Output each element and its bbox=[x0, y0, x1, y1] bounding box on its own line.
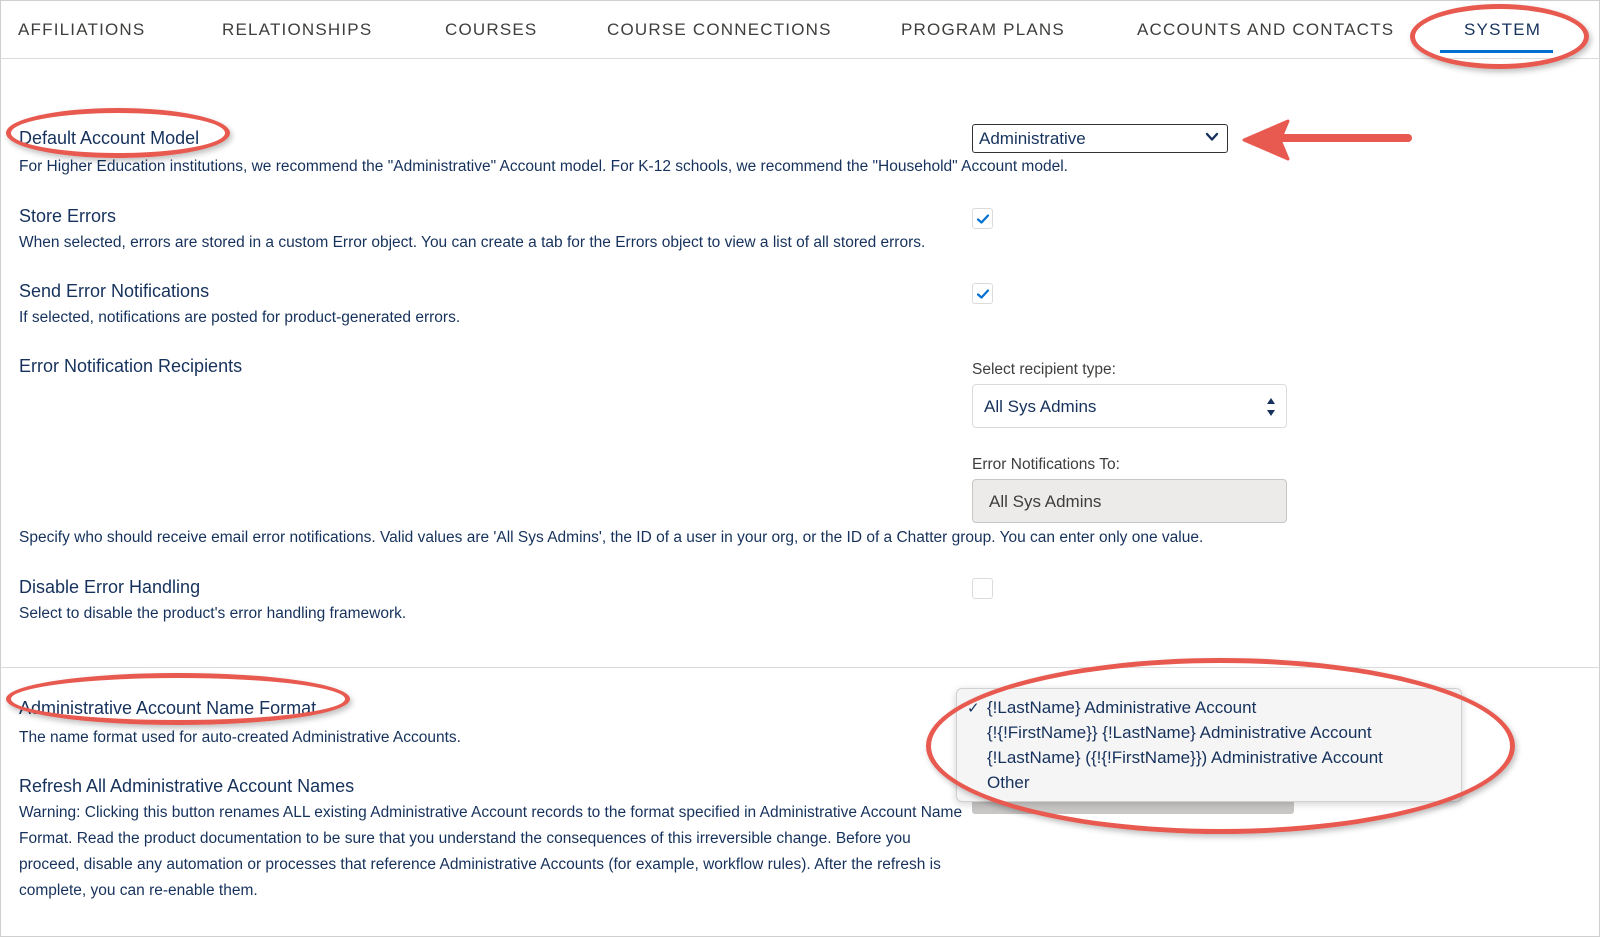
tab-system[interactable]: SYSTEM bbox=[1464, 20, 1542, 39]
send-error-notifications-checkbox[interactable] bbox=[972, 283, 993, 304]
notifications-to-value: All Sys Admins bbox=[989, 492, 1102, 511]
checkmark-icon: ✓ bbox=[967, 700, 980, 717]
active-tab-indicator bbox=[1440, 50, 1553, 53]
default-account-model-value: Administrative bbox=[979, 129, 1086, 148]
default-account-model-label: Default Account Model bbox=[19, 128, 200, 148]
store-errors-checkbox[interactable] bbox=[972, 208, 993, 229]
disable-error-handling-help: Select to disable the product's error handling framework. bbox=[19, 605, 407, 622]
default-account-model-select[interactable] bbox=[972, 124, 1228, 153]
refresh-admin-names-label: Refresh All Administrative Account Names bbox=[19, 776, 355, 796]
section-divider bbox=[0, 667, 1600, 668]
error-notification-recipients-label: Error Notification Recipients bbox=[19, 356, 243, 376]
store-errors-label: Store Errors bbox=[19, 206, 117, 226]
disable-error-handling-checkbox[interactable] bbox=[972, 578, 993, 599]
name-format-option[interactable]: Other bbox=[987, 773, 1030, 792]
chevron-down-icon bbox=[1205, 130, 1219, 144]
tab-bar bbox=[0, 0, 1600, 59]
name-format-dropdown-menu bbox=[956, 688, 1462, 802]
notifications-to-field bbox=[972, 479, 1287, 523]
tab-course-connections[interactable]: COURSE CONNECTIONS bbox=[607, 20, 832, 39]
name-format-option[interactable]: {!{!FirstName}} {!LastName} Administrative Account bbox=[987, 723, 1372, 742]
recipient-type-select[interactable] bbox=[972, 384, 1287, 428]
name-format-option[interactable]: {!LastName} Administrative Account bbox=[987, 698, 1257, 717]
tab-accounts-and-contacts[interactable]: ACCOUNTS AND CONTACTS bbox=[1137, 20, 1395, 39]
default-account-model-help: For Higher Education institutions, we recommend the "Administrative" Account model. For K-12 schools, we recommend the "Household" Account model. bbox=[19, 158, 1068, 175]
send-error-notifications-help: If selected, notifications are posted for product-generated errors. bbox=[19, 309, 461, 326]
store-errors-help: When selected, errors are stored in a custom Error object. You can create a tab for the Errors object to view a list of all stored errors. bbox=[19, 234, 926, 251]
recipient-type-value: All Sys Admins bbox=[984, 397, 1097, 416]
tab-courses[interactable]: COURSES bbox=[445, 20, 538, 39]
recipient-type-label: Select recipient type: bbox=[972, 361, 1116, 378]
admin-account-name-format-label: Administrative Account Name Format bbox=[19, 698, 317, 718]
checkmark-icon bbox=[976, 213, 990, 225]
error-notification-recipients-help: Specify who should receive email error notifications. Valid values are 'All Sys Admins', the ID of a user in your org, or the ID of a Chatter group. You can enter only one value. bbox=[19, 529, 1204, 546]
checkmark-icon bbox=[976, 288, 990, 300]
notifications-to-label: Error Notifications To: bbox=[972, 456, 1120, 473]
refresh-admin-names-help: Warning: Clicking this button renames ALL existing Administrative Account records to the format specified in Administrative Account Name Format. Read the product documentation to be sure that you understand the consequences of this irreversible change. Before you proceed, disable any automation or processes that reference Administrative Accounts (for example, workflow rules). After the refresh is complete, you can re-enable them. bbox=[19, 804, 963, 899]
send-error-notifications-label: Send Error Notifications bbox=[19, 281, 210, 301]
arrow-left-icon bbox=[1240, 117, 1412, 163]
up-down-arrows-icon bbox=[1266, 396, 1276, 418]
tab-relationships[interactable]: RELATIONSHIPS bbox=[222, 20, 373, 39]
tab-program-plans[interactable]: PROGRAM PLANS bbox=[901, 20, 1065, 39]
admin-account-name-format-help: The name format used for auto-created Administrative Accounts. bbox=[19, 729, 461, 746]
name-format-option[interactable]: {!LastName} ({!{!FirstName}}) Administrative Account bbox=[987, 748, 1383, 767]
disable-error-handling-label: Disable Error Handling bbox=[19, 577, 201, 597]
tab-affiliations[interactable]: AFFILIATIONS bbox=[18, 20, 146, 39]
